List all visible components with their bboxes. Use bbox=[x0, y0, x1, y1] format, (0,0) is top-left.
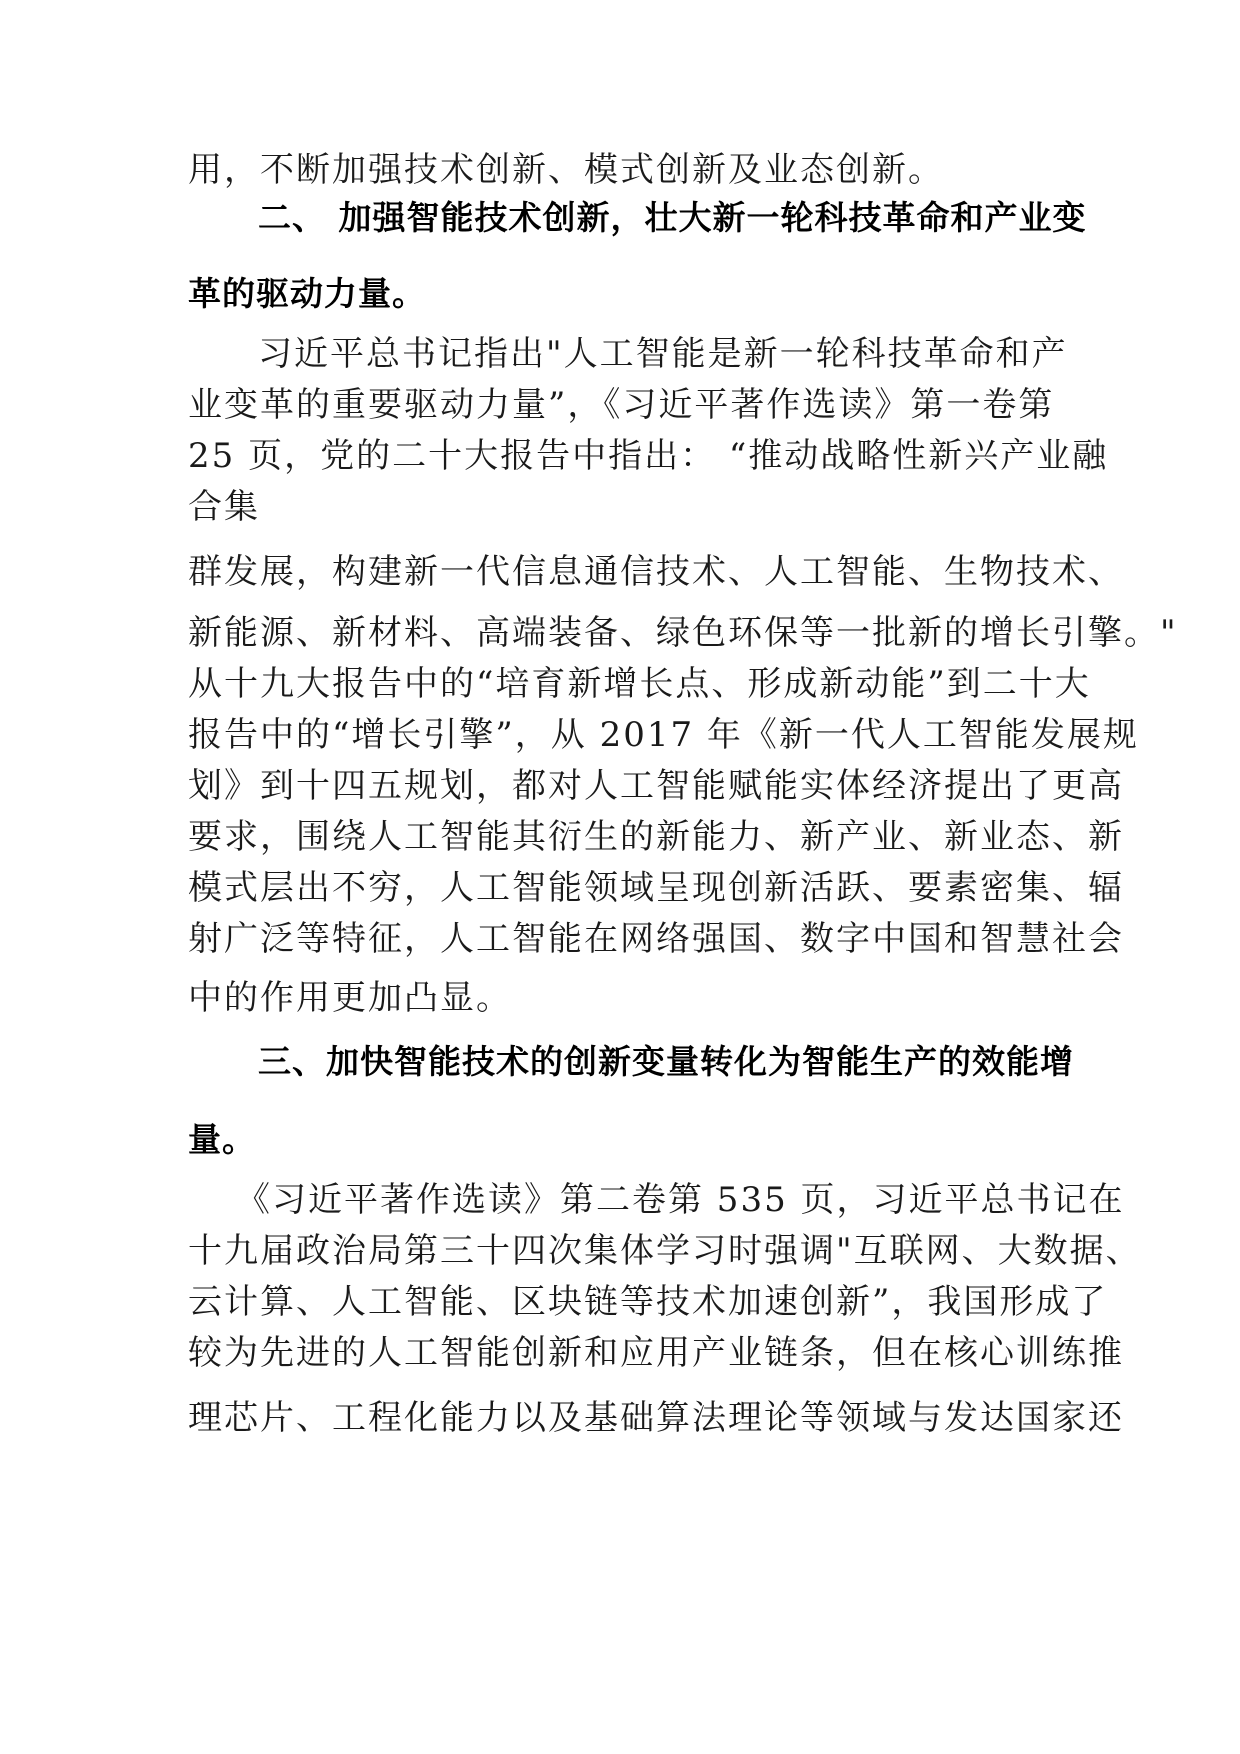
paragraph-line: 十九届政治局第三十四次集体学习时强调"互联网、大数据、 bbox=[188, 1231, 1142, 1271]
section-heading-2-continued: 革的驱动力量。 bbox=[188, 274, 426, 313]
paragraph-line: 合集 bbox=[188, 487, 260, 527]
section-heading-2: 二、 加强智能技术创新，壮大新一轮科技革命和产业变 bbox=[258, 198, 1087, 237]
paragraph-line: 射广泛等特征，人工智能在网络强国、数字中国和智慧社会 bbox=[188, 919, 1124, 959]
paragraph-line: 划》到十四五规划，都对人工智能赋能实体经济提出了更高 bbox=[188, 766, 1124, 806]
paragraph-line: 模式层出不穷，人工智能领域呈现创新活跃、要素密集、辐 bbox=[188, 868, 1124, 908]
paragraph-line: 要求，围绕人工智能其衍生的新能力、新产业、新业态、新 bbox=[188, 817, 1124, 857]
section-heading-3: 三、加快智能技术的创新变量转化为智能生产的效能增 bbox=[258, 1042, 1074, 1081]
paragraph-line: 较为先进的人工智能创新和应用产业链条，但在核心训练推 bbox=[188, 1333, 1124, 1373]
paragraph-line: 理芯片、工程化能力以及基础算法理论等领域与发达国家还 bbox=[188, 1398, 1124, 1438]
paragraph-line: 群发展，构建新一代信息通信技术、人工智能、生物技术、 bbox=[188, 552, 1124, 592]
paragraph-line: 报告中的“增长引擎”，从 2017 年《新一代人工智能发展规 bbox=[188, 715, 1139, 755]
paragraph-line: 从十九大报告中的“培育新增长点、形成新动能”到二十大 bbox=[188, 664, 1091, 704]
paragraph-line: 中的作用更加凸显。 bbox=[188, 978, 512, 1018]
paragraph-line: 25 页，党的二十大报告中指出： “推动战略性新兴产业融 bbox=[188, 436, 1109, 476]
section-heading-3-continued: 量。 bbox=[188, 1120, 256, 1159]
paragraph-line: 新能源、新材料、高端装备、绿色环保等一批新的增长引擎。" bbox=[188, 613, 1178, 653]
paragraph-line: 用，不断加强技术创新、模式创新及业态创新。 bbox=[188, 150, 944, 190]
paragraph-line: 业变革的重要驱动力量”，《习近平著作选读》第一卷第 bbox=[188, 385, 1055, 425]
paragraph-line: 《习近平著作选读》第二卷第 535 页，习近平总书记在 bbox=[236, 1180, 1125, 1220]
paragraph-line: 习近平总书记指出"人工智能是新一轮科技革命和产 bbox=[258, 334, 1068, 374]
paragraph-line: 云计算、人工智能、区块链等技术加速创新”，我国形成了 bbox=[188, 1282, 1108, 1322]
